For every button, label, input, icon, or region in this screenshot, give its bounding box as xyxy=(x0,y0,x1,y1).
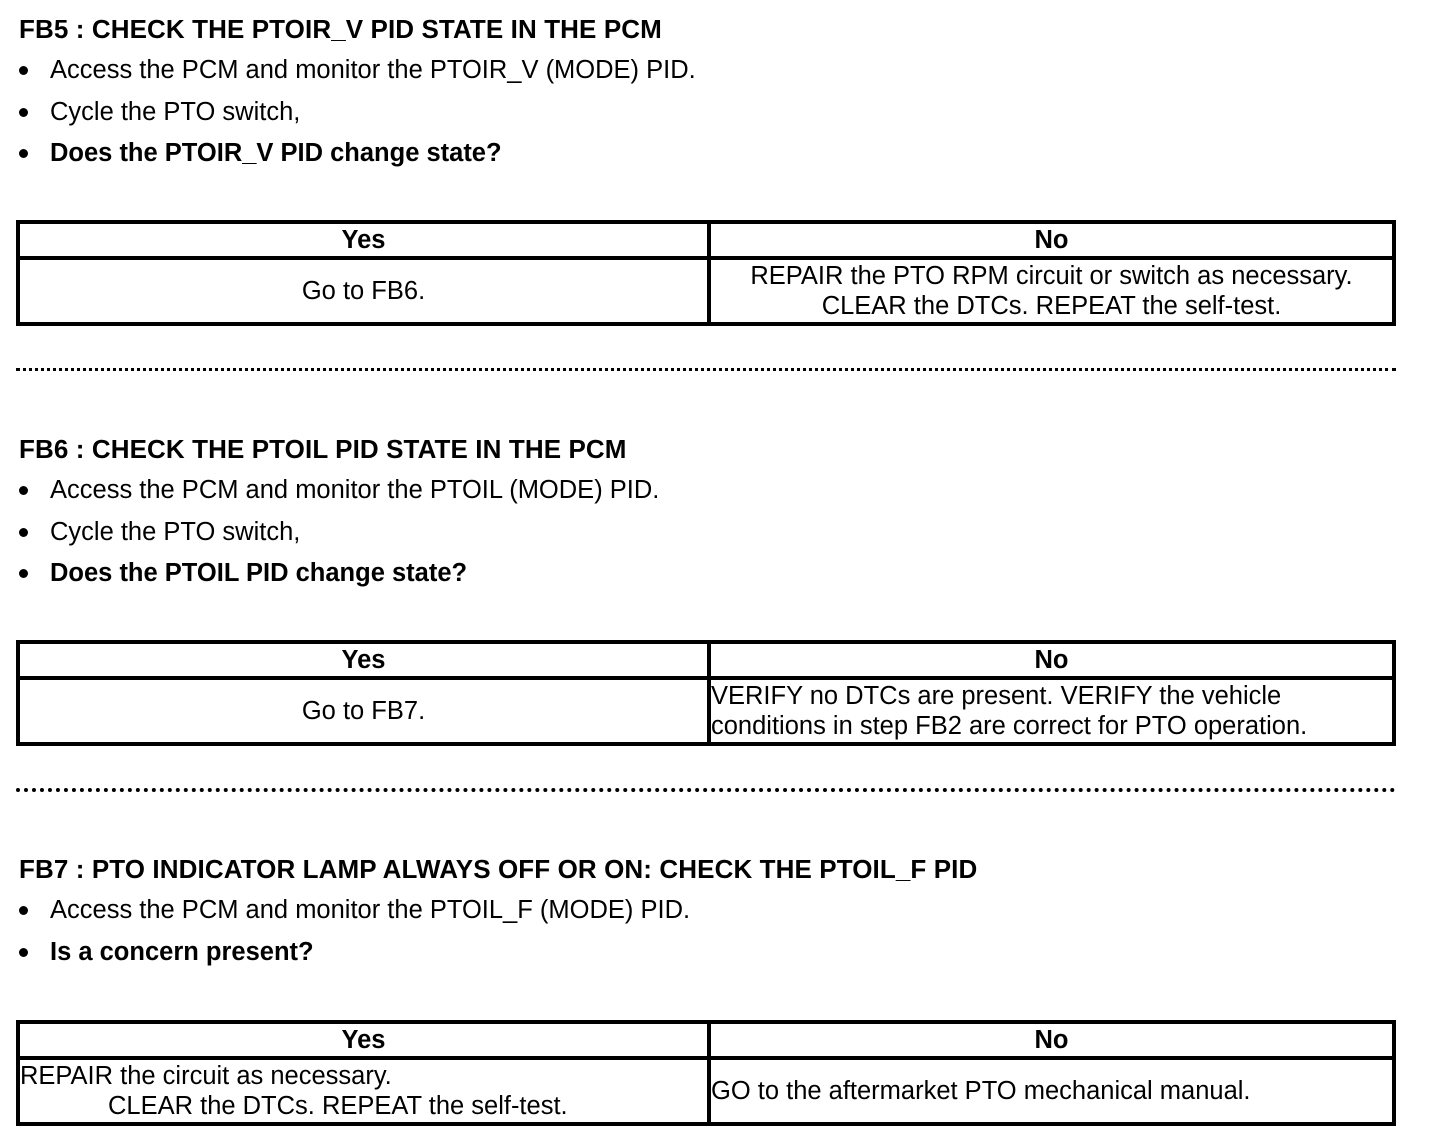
section-divider xyxy=(16,788,1396,792)
decision-table-fb5 xyxy=(16,220,1396,326)
bullet-text: Access the PCM and monitor the PTOIL (MODE) PID. xyxy=(50,476,660,504)
step-title: FB6 : CHECK THE PTOIL PID STATE IN THE PCM xyxy=(19,434,627,464)
bullet-icon xyxy=(19,486,28,495)
no-header: No xyxy=(709,222,1394,258)
yes-text-line: REPAIR the circuit as necessary. xyxy=(20,1062,392,1090)
yes-text-line: CLEAR the DTCs. REPEAT the self-test. xyxy=(108,1092,568,1120)
no-text-line: CLEAR the DTCs. REPEAT the self-test. xyxy=(821,292,1282,320)
bullet-icon xyxy=(19,569,28,578)
yes-cell xyxy=(18,1058,709,1124)
bullet-text: Access the PCM and monitor the PTOIR_V (MODE) PID. xyxy=(50,56,696,84)
decision-table-fb6 xyxy=(16,640,1396,746)
bullet-icon xyxy=(19,906,28,915)
yes-header: Yes xyxy=(18,1022,709,1058)
no-cell xyxy=(709,1058,1394,1124)
question-text: Does the PTOIR_V PID change state? xyxy=(50,139,502,167)
section-divider xyxy=(16,368,1396,371)
bullet-text: Access the PCM and monitor the PTOIL_F (MODE) PID. xyxy=(50,896,691,924)
question-text: Does the PTOIL PID change state? xyxy=(50,559,468,587)
decision-table-fb7 xyxy=(16,1020,1396,1126)
no-text: GO to the aftermarket PTO mechanical manual. xyxy=(711,1077,1251,1105)
bullet-icon xyxy=(19,948,28,957)
bullet-icon xyxy=(19,108,28,117)
step-title: FB7 : PTO INDICATOR LAMP ALWAYS OFF OR ON: CHECK THE PTOIL_F PID xyxy=(19,854,978,884)
no-text-line: REPAIR the PTO RPM circuit or switch as necessary. xyxy=(750,262,1353,290)
no-text-line: VERIFY no DTCs are present. VERIFY the vehicle xyxy=(711,682,1282,710)
bullet-icon xyxy=(19,149,28,158)
no-cell xyxy=(709,678,1394,744)
yes-header: Yes xyxy=(18,642,709,678)
no-text-line: conditions in step FB2 are correct for PTO operation. xyxy=(711,712,1308,740)
no-cell xyxy=(709,258,1394,324)
yes-cell xyxy=(18,678,709,744)
no-header: No xyxy=(709,642,1394,678)
yes-cell xyxy=(18,258,709,324)
question-text: Is a concern present? xyxy=(50,937,314,966)
yes-text: Go to FB6. xyxy=(301,277,426,305)
yes-header: Yes xyxy=(18,222,709,258)
step-title: FB5 : CHECK THE PTOIR_V PID STATE IN THE PCM xyxy=(19,14,662,44)
yes-text: Go to FB7. xyxy=(301,697,426,725)
bullet-text: Cycle the PTO switch, xyxy=(50,517,301,546)
no-header: No xyxy=(709,1022,1394,1058)
bullet-text: Cycle the PTO switch, xyxy=(50,97,301,126)
bullet-icon xyxy=(19,66,28,75)
bullet-icon xyxy=(19,528,28,537)
